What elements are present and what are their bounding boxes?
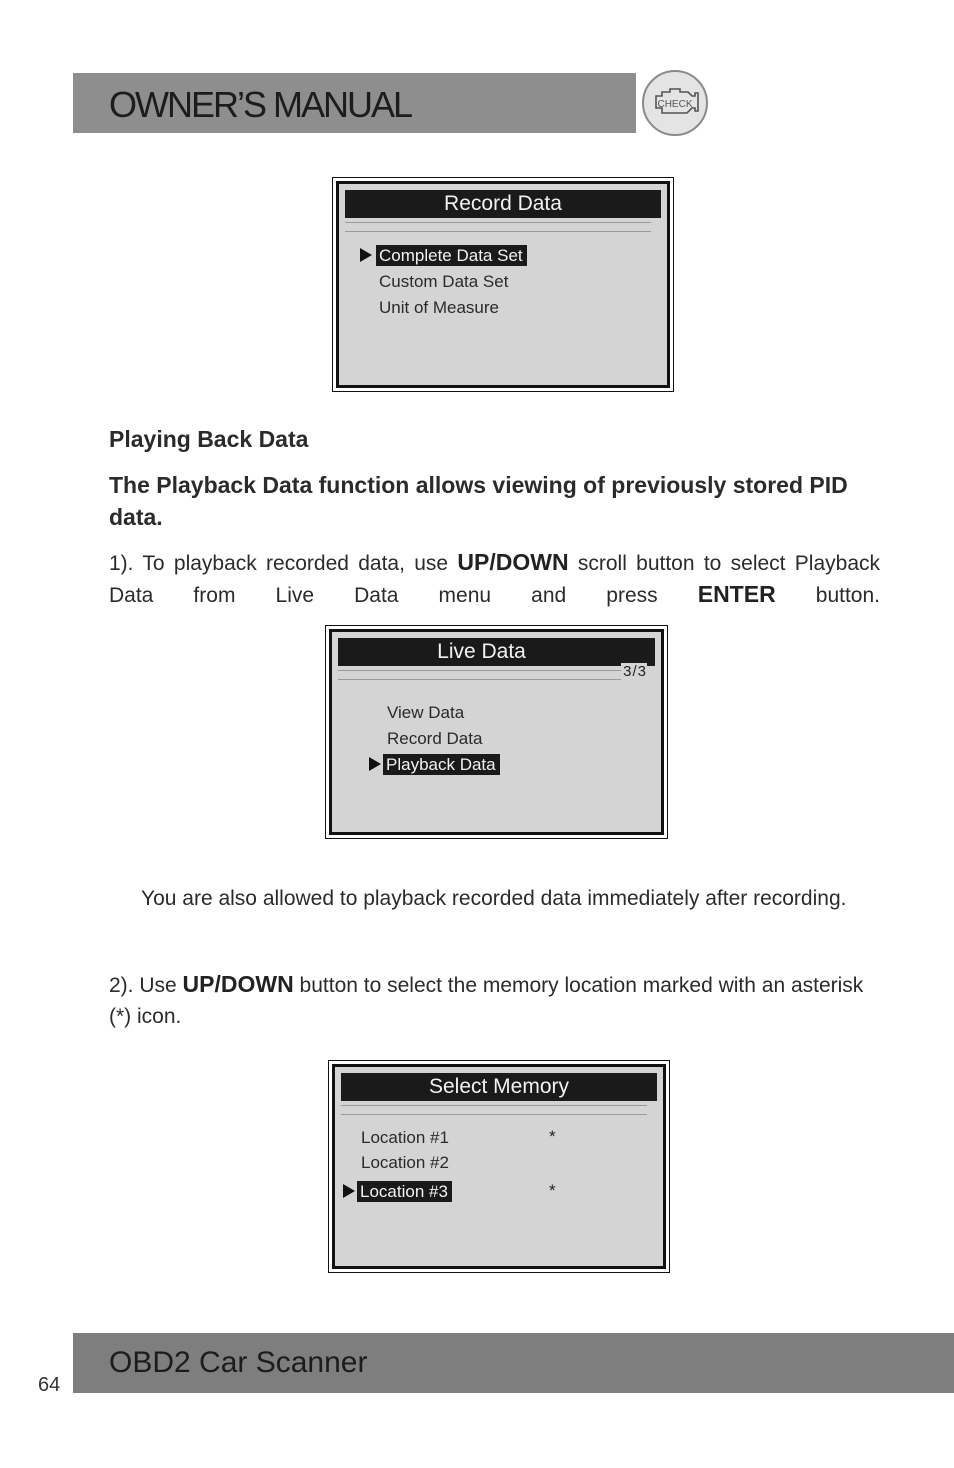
page-indicator: 3/3	[623, 663, 647, 680]
section-heading: Playing Back Data	[109, 426, 309, 452]
live-data-screen	[325, 625, 668, 839]
section-subheading: The Playback Data function allows viewing of previously stored PID data.	[109, 472, 848, 530]
step-1-key-updown: UP/DOWN	[457, 549, 569, 575]
menu-item-unit-of-measure[interactable]: Unit of Measure	[379, 298, 499, 317]
step-1-middle: scroll button to select Playback Data from Live Data menu and press	[109, 552, 880, 607]
stored-marker-1: *	[549, 1127, 556, 1146]
product-name: OBD2 Car Scanner	[109, 1346, 368, 1379]
memory-location-1[interactable]: Location #1	[361, 1128, 449, 1147]
memory-location-2[interactable]: Location #2	[361, 1153, 449, 1172]
selection-arrow-icon	[343, 1184, 355, 1198]
stored-marker-3: *	[549, 1181, 556, 1200]
check-engine-icon	[642, 70, 708, 136]
step-2-prefix: 2). Use	[109, 974, 177, 997]
menu-item-custom-data-set[interactable]: Custom Data Set	[379, 272, 509, 291]
screen-title: Record Data	[345, 190, 661, 218]
manual-title: OWNER’S MANUAL	[109, 84, 412, 125]
header-bar	[73, 73, 636, 133]
menu-item-view-data[interactable]: View Data	[387, 703, 465, 722]
footer-bar	[73, 1333, 954, 1393]
check-label: CHECK	[657, 99, 693, 110]
menu-item-complete-data-set[interactable]: Complete Data Set	[376, 245, 527, 266]
page-number: 64	[38, 1374, 61, 1396]
screen-title: Select Memory	[341, 1073, 657, 1101]
step-1-prefix: 1). To playback recorded data, use	[109, 552, 449, 575]
step-2-paragraph	[109, 969, 880, 1032]
select-memory-screen	[328, 1060, 670, 1273]
step-1-suffix: button.	[815, 584, 881, 607]
memory-location-3[interactable]: Location #3	[357, 1181, 452, 1202]
selection-arrow-icon	[360, 248, 372, 262]
screen-divider	[341, 1105, 647, 1115]
menu-item-playback-data[interactable]: Playback Data	[383, 754, 500, 775]
step-1-paragraph	[109, 547, 880, 611]
step-2-key-updown: UP/DOWN	[182, 971, 294, 997]
step-2-suffix: button to select the memory location marked with an asterisk (*) icon.	[109, 974, 864, 1028]
record-data-screen	[332, 177, 674, 392]
menu-item-record-data[interactable]: Record Data	[387, 729, 483, 748]
selection-arrow-icon	[369, 757, 381, 771]
screen-divider	[338, 670, 621, 680]
screen-title: Live Data	[338, 638, 655, 666]
playback-note: You are also allowed to playback recorded data immediately after recording.	[141, 887, 847, 910]
step-1-key-enter: ENTER	[697, 581, 776, 607]
screen-divider	[345, 222, 651, 232]
